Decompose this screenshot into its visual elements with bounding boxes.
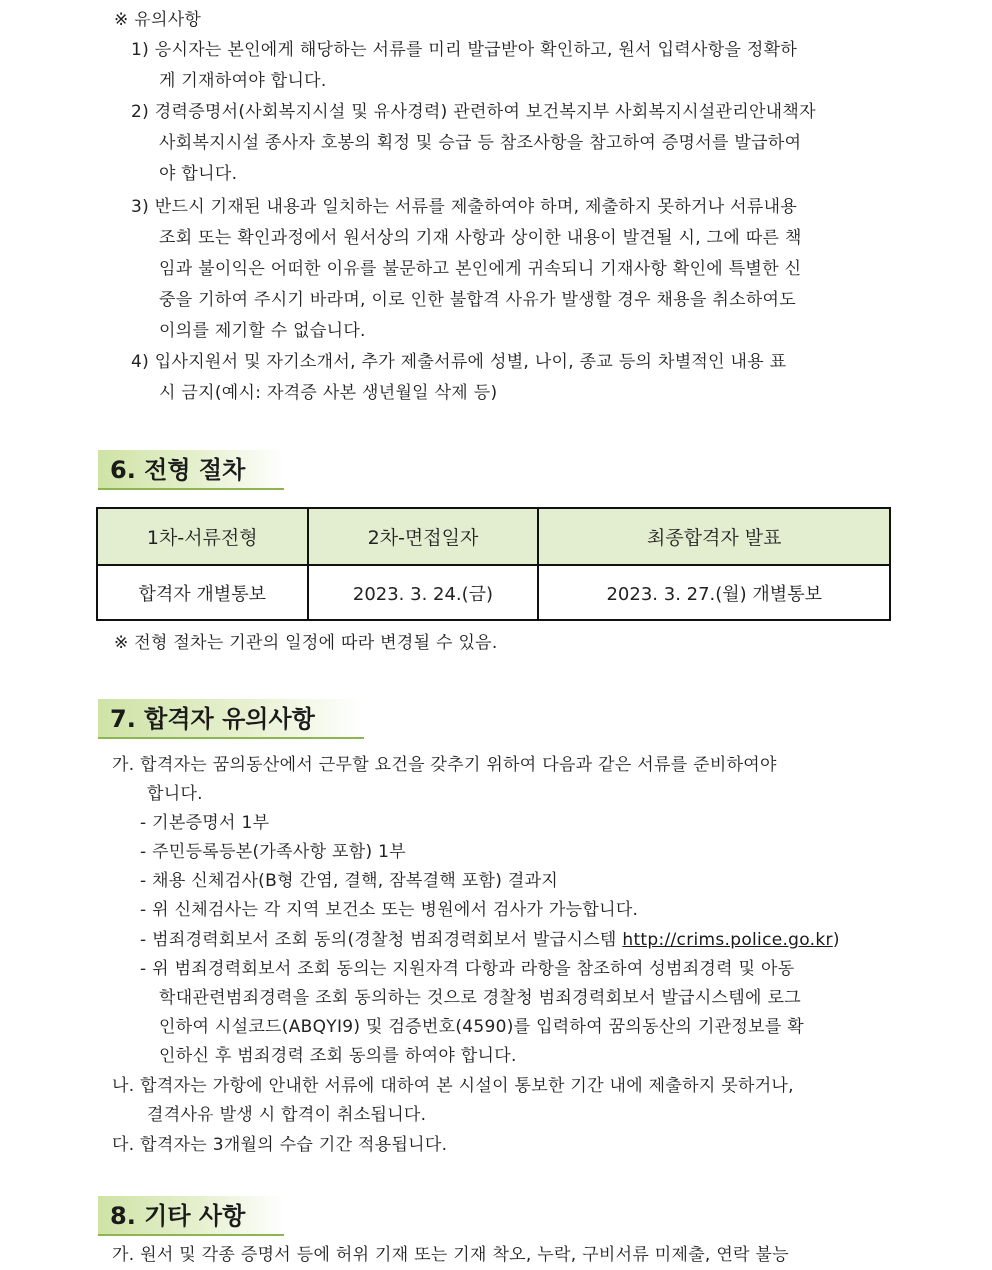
process-header-stage1: 1차-서류전형 bbox=[97, 508, 308, 565]
s7-dash-crims bbox=[140, 928, 840, 952]
note-3-line-5: 이의를 제기할 수 없습니다. bbox=[159, 321, 366, 341]
s7-dash-4: - 위 신체검사는 각 지역 보건소 또는 병원에서 검사가 가능합니다. bbox=[140, 900, 639, 920]
s8-ga-line-1: 가. 원서 및 각종 증명서 등에 허위 기재 또는 기재 착오, 누락, 구비서류 미제출, 연락 불능 bbox=[112, 1245, 789, 1265]
crims-link[interactable]: http://crims.police.go.kr bbox=[622, 930, 833, 950]
process-value-stage3: 2023. 3. 27.(월) 개별통보 bbox=[538, 565, 890, 620]
note-1-line-1: 1) 응시자는 본인에게 해당하는 서류를 미리 발급받아 확인하고, 원서 입력사항을 정확하 bbox=[131, 40, 798, 60]
note-3-line-1: 3) 반드시 기재된 내용과 일치하는 서류를 제출하여야 하며, 제출하지 못하거나 서류내용 bbox=[131, 197, 798, 217]
s7-dash-3: - 채용 신체검사(B형 간염, 결핵, 잠복결핵 포함) 결과지 bbox=[140, 871, 559, 891]
process-table bbox=[96, 507, 891, 621]
s7-ga-line-1: 가. 합격자는 꿈의동산에서 근무할 요건을 갖추기 위하여 다음과 같은 서류를 준비하여야 bbox=[112, 755, 777, 775]
s7-dash-2: - 주민등록등본(가족사항 포함) 1부 bbox=[140, 842, 406, 862]
process-note: ※ 전형 절차는 기관의 일정에 따라 변경될 수 있음. bbox=[114, 633, 498, 653]
process-header-row bbox=[97, 508, 890, 565]
note-3-line-2: 조회 또는 확인과정에서 원서상의 기재 사항과 상이한 내용이 발견될 시, 그에 따른 책 bbox=[159, 228, 802, 248]
note-3-line-4: 중을 기하여 주시기 바라며, 이로 인한 불합격 사유가 발생할 경우 채용을 취소하여도 bbox=[159, 290, 796, 310]
section-6-title: 6. 전형 절차 bbox=[98, 450, 284, 490]
note-2-line-3: 야 합니다. bbox=[159, 164, 238, 184]
s7-dash-1: - 기본증명서 1부 bbox=[140, 813, 270, 833]
crims-text: - 범죄경력회보서 조회 동의(경찰청 범죄경력회보서 발급시스템 bbox=[140, 930, 623, 950]
s7-consent-line-1: - 위 범죄경력회보서 조회 동의는 지원자격 다항과 라항을 참조하여 성범죄경력 및 아동 bbox=[140, 959, 795, 979]
note-4-line-1: 4) 입사지원서 및 자기소개서, 추가 제출서류에 성별, 나이, 종교 등의 차별적인 내용 표 bbox=[131, 352, 787, 372]
note-2-line-1: 2) 경력증명서(사회복지시설 및 유사경력) 관련하여 보건복지부 사회복지시설관리안내책자 bbox=[131, 102, 816, 122]
s7-na-line-2: 결격사유 발생 시 합격이 취소됩니다. bbox=[147, 1105, 427, 1125]
process-header-stage3: 최종합격자 발표 bbox=[538, 508, 890, 565]
s7-na-line-1: 나. 합격자는 가항에 안내한 서류에 대하여 본 시설이 통보한 기간 내에 제출하지 못하거나, bbox=[112, 1076, 794, 1096]
section-8-title: 8. 기타 사항 bbox=[98, 1196, 284, 1236]
process-header-stage2: 2차-면접일자 bbox=[308, 508, 539, 565]
s7-ga-line-2: 합니다. bbox=[147, 784, 203, 804]
note-3-line-3: 임과 불이익은 어떠한 이유를 불문하고 본인에게 귀속되니 기재사항 확인에 특별한 신 bbox=[159, 259, 802, 279]
process-value-stage2: 2023. 3. 24.(금) bbox=[308, 565, 539, 620]
note-4-line-2: 시 금지(예시: 자격증 사본 생년월일 삭제 등) bbox=[159, 383, 498, 403]
note-2-line-2: 사회복지시설 종사자 호봉의 획정 및 승급 등 참조사항을 참고하여 증명서를 발급하여 bbox=[159, 133, 802, 153]
s7-da-line: 다. 합격자는 3개월의 수습 기간 적용됩니다. bbox=[112, 1135, 448, 1155]
section-7-title: 7. 합격자 유의사항 bbox=[98, 699, 364, 739]
s7-consent-line-2: 학대관련범죄경력을 조회 동의하는 것으로 경찰청 범죄경력회보서 발급시스템에 로그 bbox=[159, 988, 801, 1008]
s7-consent-line-4: 인하신 후 범죄경력 조회 동의를 하여야 합니다. bbox=[159, 1046, 517, 1066]
s7-consent-line-3: 인하여 시설코드(ABQYI9) 및 검증번호(4590)를 입력하여 꿈의동산의 기관정보를 확 bbox=[159, 1017, 805, 1037]
note-1-line-2: 게 기재하여야 합니다. bbox=[159, 71, 327, 91]
notes-title: ※ 유의사항 bbox=[114, 10, 202, 30]
process-value-row bbox=[97, 565, 890, 620]
crims-close: ) bbox=[832, 930, 840, 950]
process-value-stage1: 합격자 개별통보 bbox=[97, 565, 308, 620]
